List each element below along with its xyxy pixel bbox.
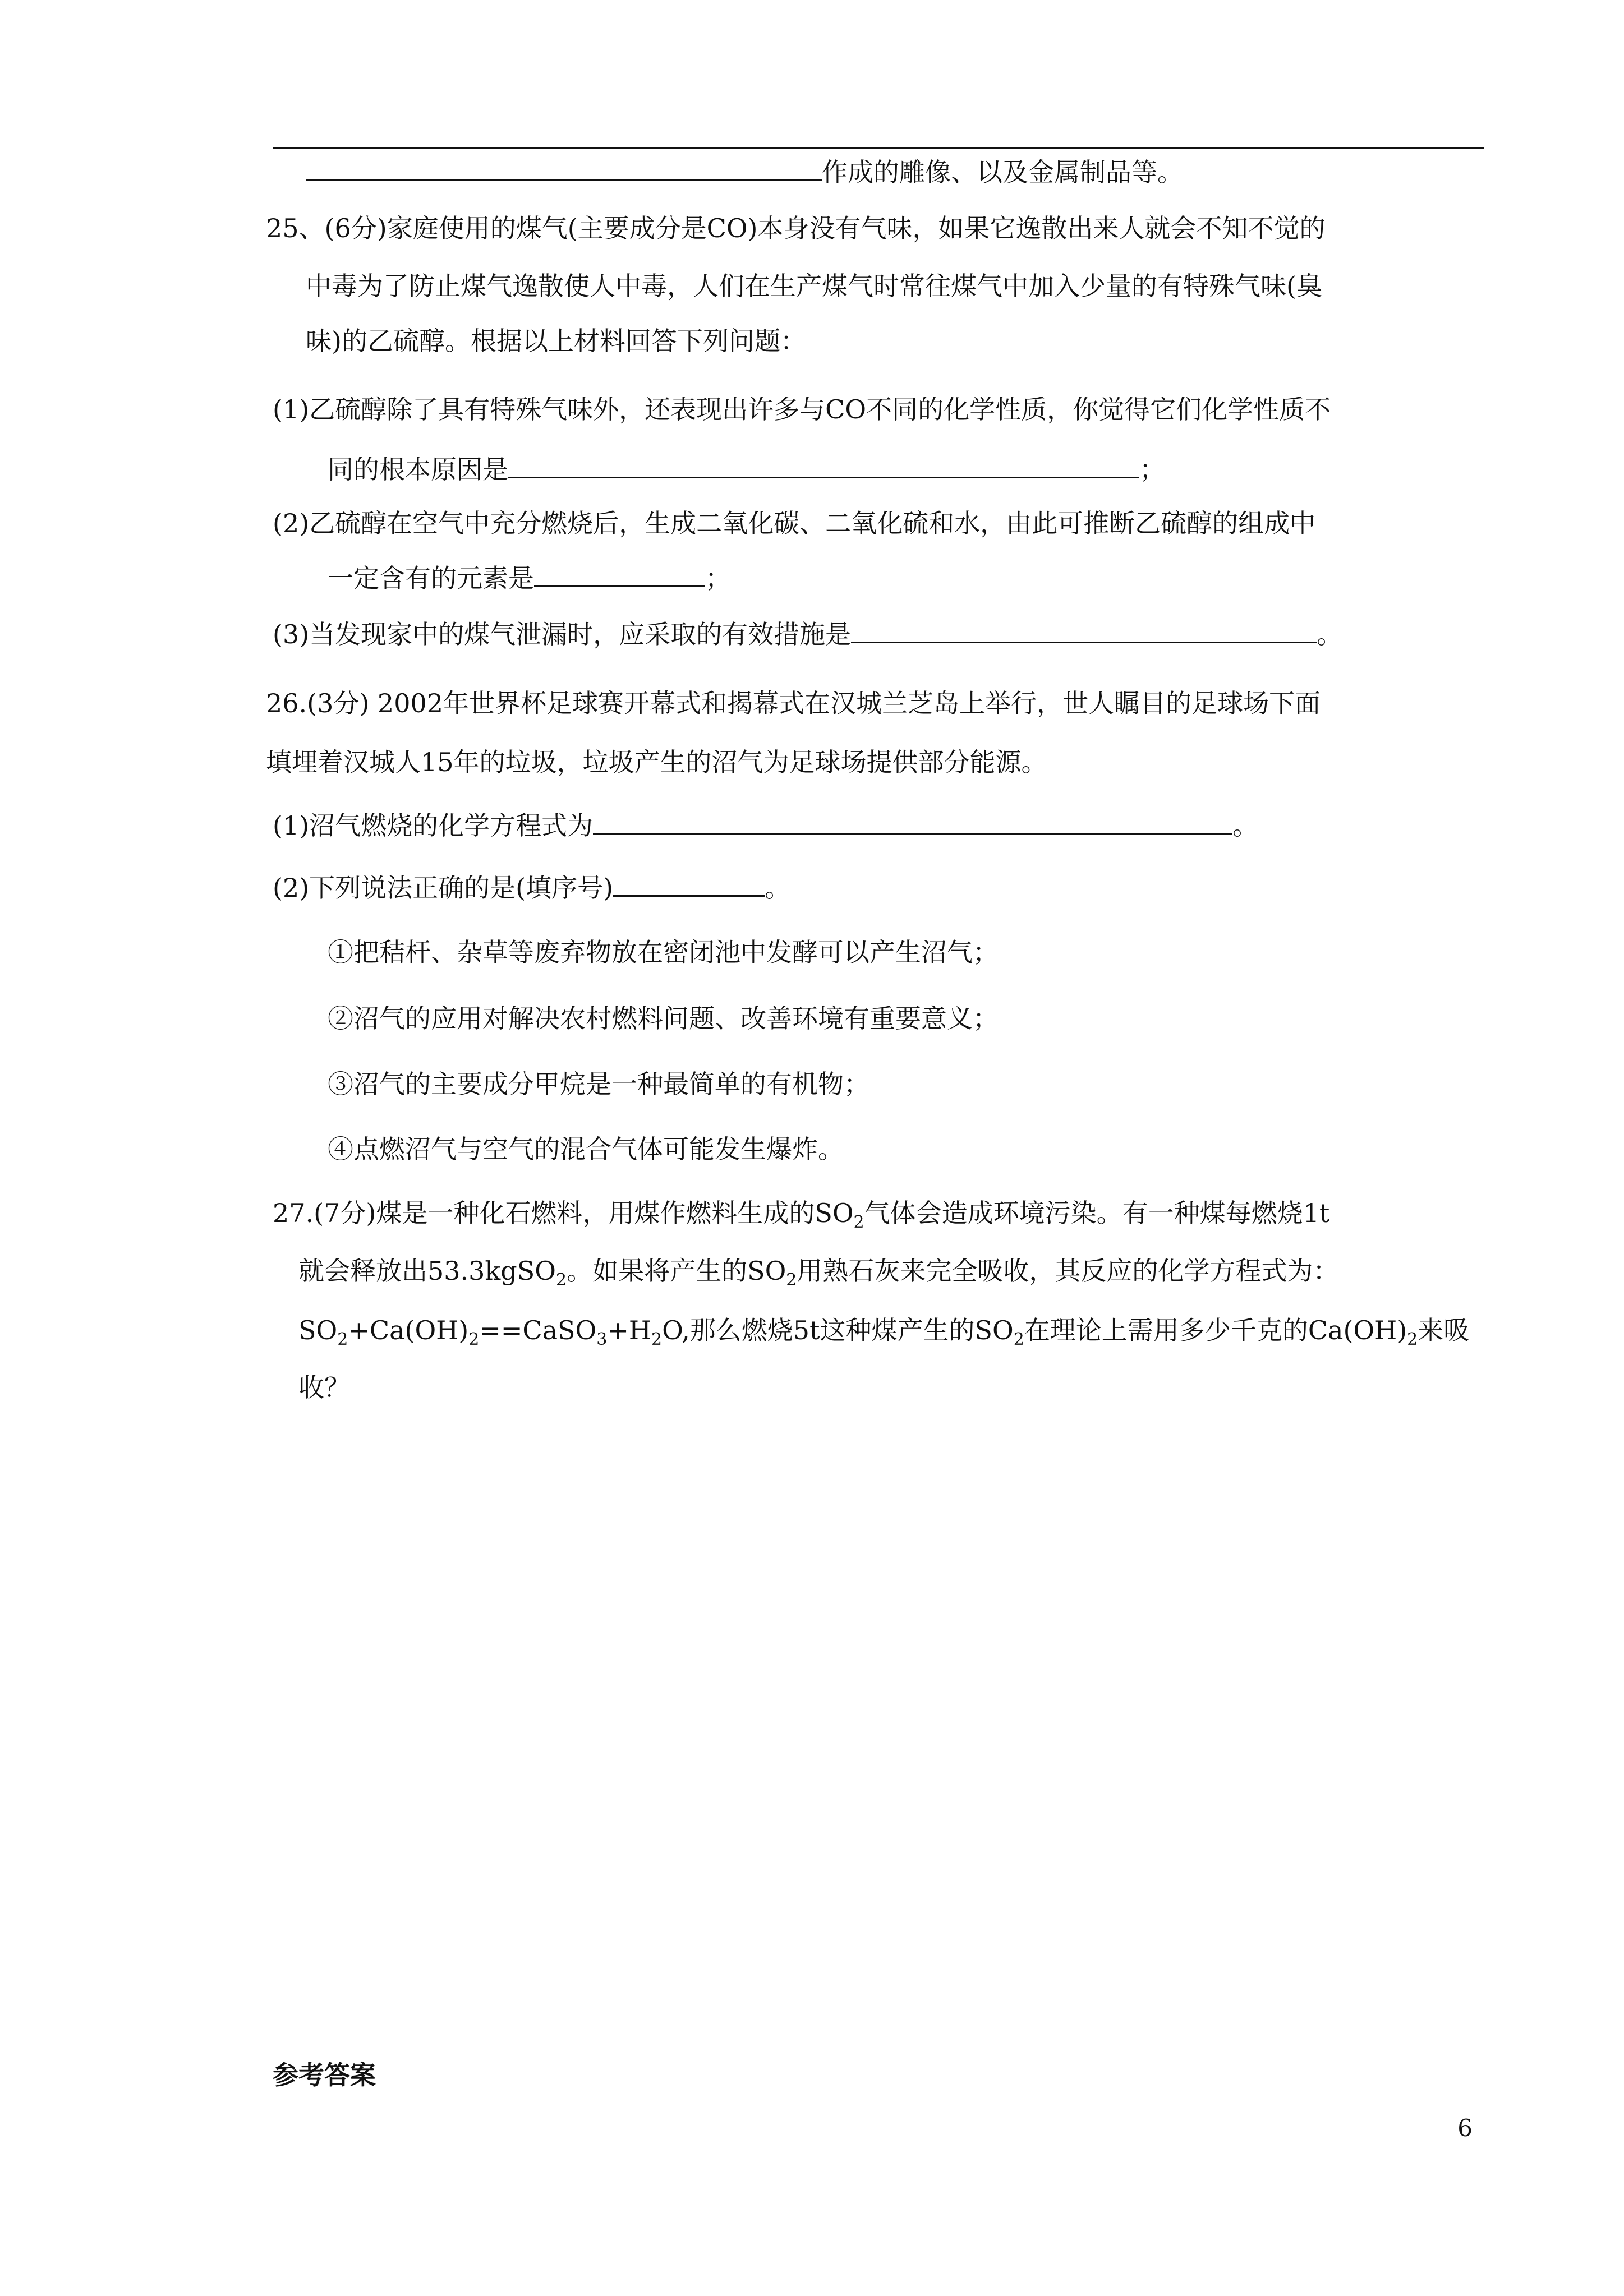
q27-text: O,那么燃烧5t这种煤产生的SO <box>662 1315 1014 1345</box>
fill-blank[interactable] <box>306 155 822 181</box>
q25-intro-line-3: 味)的乙硫醇。根据以上材料回答下列问题： <box>306 326 806 356</box>
page-number: 6 <box>1457 2114 1473 2142</box>
subscript: 2 <box>853 1212 864 1233</box>
q27-text: 就会释放出53.3kgSO <box>298 1256 556 1286</box>
q26-part1 <box>273 808 1258 842</box>
q27-text: 27.(7分)煤是一种化石燃料，用煤作燃料生成的SO <box>273 1198 854 1228</box>
subscript: 2 <box>468 1330 480 1350</box>
q26-option: ④点燃沼气与空气的混合气体可能发生爆炸。 <box>328 1134 844 1164</box>
q26-part2-blank[interactable] <box>613 870 765 897</box>
q25-part1-blank[interactable] <box>508 452 1139 478</box>
q25-part1-prompt: 同的根本原因是 <box>328 454 508 485</box>
q26-option: ③沼气的主要成分甲烷是一种最简单的有机物； <box>328 1069 869 1099</box>
subscript: 2 <box>337 1330 348 1350</box>
q27-text: ==CaSO <box>479 1315 597 1345</box>
q26-option: ①把秸杆、杂草等废弃物放在密闭池中发酵可以产生沼气； <box>328 937 999 967</box>
q27-equation-line <box>298 1313 1470 1350</box>
q25-part2-prompt: 一定含有的元素是 <box>328 563 534 593</box>
top-fill-text: 作成的雕像、以及金属制品等。 <box>822 157 1183 187</box>
top-answer-line <box>273 147 1484 149</box>
q27-text: 气体会造成环境污染。有一种煤每燃烧1t <box>864 1198 1330 1228</box>
q25-part3 <box>273 617 1342 651</box>
q25-part3-blank[interactable] <box>851 617 1317 643</box>
q26-part1-prompt: (1)沼气燃烧的化学方程式为 <box>273 810 594 841</box>
q27-text: 。如果将产生的SO <box>567 1256 786 1286</box>
q27-text: 在理论上需用多少千克的Ca(OH) <box>1024 1315 1407 1345</box>
q25-intro-line-2: 中毒为了防止煤气逸散使人中毒，人们在生产煤气时常往煤气中加入少量的有特殊气味(臭 <box>306 271 1322 301</box>
q27-line-2 <box>298 1254 1338 1288</box>
q25-part3-prompt: (3)当发现家中的煤气泄漏时，应采取的有效措施是 <box>273 619 852 649</box>
q26-option: ②沼气的应用对解决农村燃料问题、改善环境有重要意义； <box>328 1003 999 1034</box>
subscript: 2 <box>1407 1330 1418 1350</box>
q26-intro-line-1: 26.(3分) 2002年世界杯足球赛开幕式和揭幕式在汉城兰芝岛上举行，世人瞩目的足球场下面 <box>266 688 1321 718</box>
subscript: 2 <box>555 1270 567 1290</box>
q26-intro-line-2: 填埋着汉城人15年的垃圾，垃圾产生的沼气为足球场提供部分能源。 <box>266 747 1047 777</box>
q26-part2 <box>273 870 790 905</box>
q27-text: +Ca(OH) <box>348 1315 469 1345</box>
top-fill-line <box>306 155 1183 189</box>
subscript: 2 <box>1013 1330 1024 1350</box>
q27-text: SO <box>298 1315 338 1345</box>
subscript: 3 <box>596 1330 608 1350</box>
q25-part2-end: ； <box>705 563 731 593</box>
subscript: 2 <box>786 1270 797 1290</box>
q25-part1-line-1: (1)乙硫醇除了具有特殊气味外，还表现出许多与CO不同的化学性质，你觉得它们化学性质不 <box>273 394 1331 425</box>
q25-part1-end: ； <box>1139 454 1165 485</box>
q26-part1-end: 。 <box>1232 810 1259 841</box>
q25-intro-line-1: 25、(6分)家庭使用的煤气(主要成分是CO)本身没有气味，如果它逸散出来人就会不知不觉的 <box>266 213 1326 243</box>
q27-text: +H <box>607 1315 652 1345</box>
q27-line-1 <box>273 1196 1330 1233</box>
q26-part2-end: 。 <box>765 873 791 903</box>
q26-part2-prompt: (2)下列说法正确的是(填序号) <box>273 873 614 903</box>
q26-part1-blank[interactable] <box>593 808 1232 835</box>
q25-part2-blank[interactable] <box>534 561 705 587</box>
answers-heading: 参考答案 <box>273 2060 376 2090</box>
q27-line-4: 收？ <box>298 1372 350 1403</box>
q25-part2-line-1: (2)乙硫醇在空气中充分燃烧后，生成二氧化碳、二氧化硫和水，由此可推断乙硫醇的组成中 <box>273 508 1316 538</box>
q25-part3-end: 。 <box>1317 619 1343 649</box>
q25-part1-line-2 <box>328 452 1165 486</box>
q27-text: 来吸 <box>1418 1315 1470 1345</box>
q27-text: 用熟石灰来完全吸收，其反应的化学方程式为： <box>797 1256 1339 1286</box>
q25-part2-line-2 <box>328 561 731 595</box>
subscript: 2 <box>651 1330 663 1350</box>
